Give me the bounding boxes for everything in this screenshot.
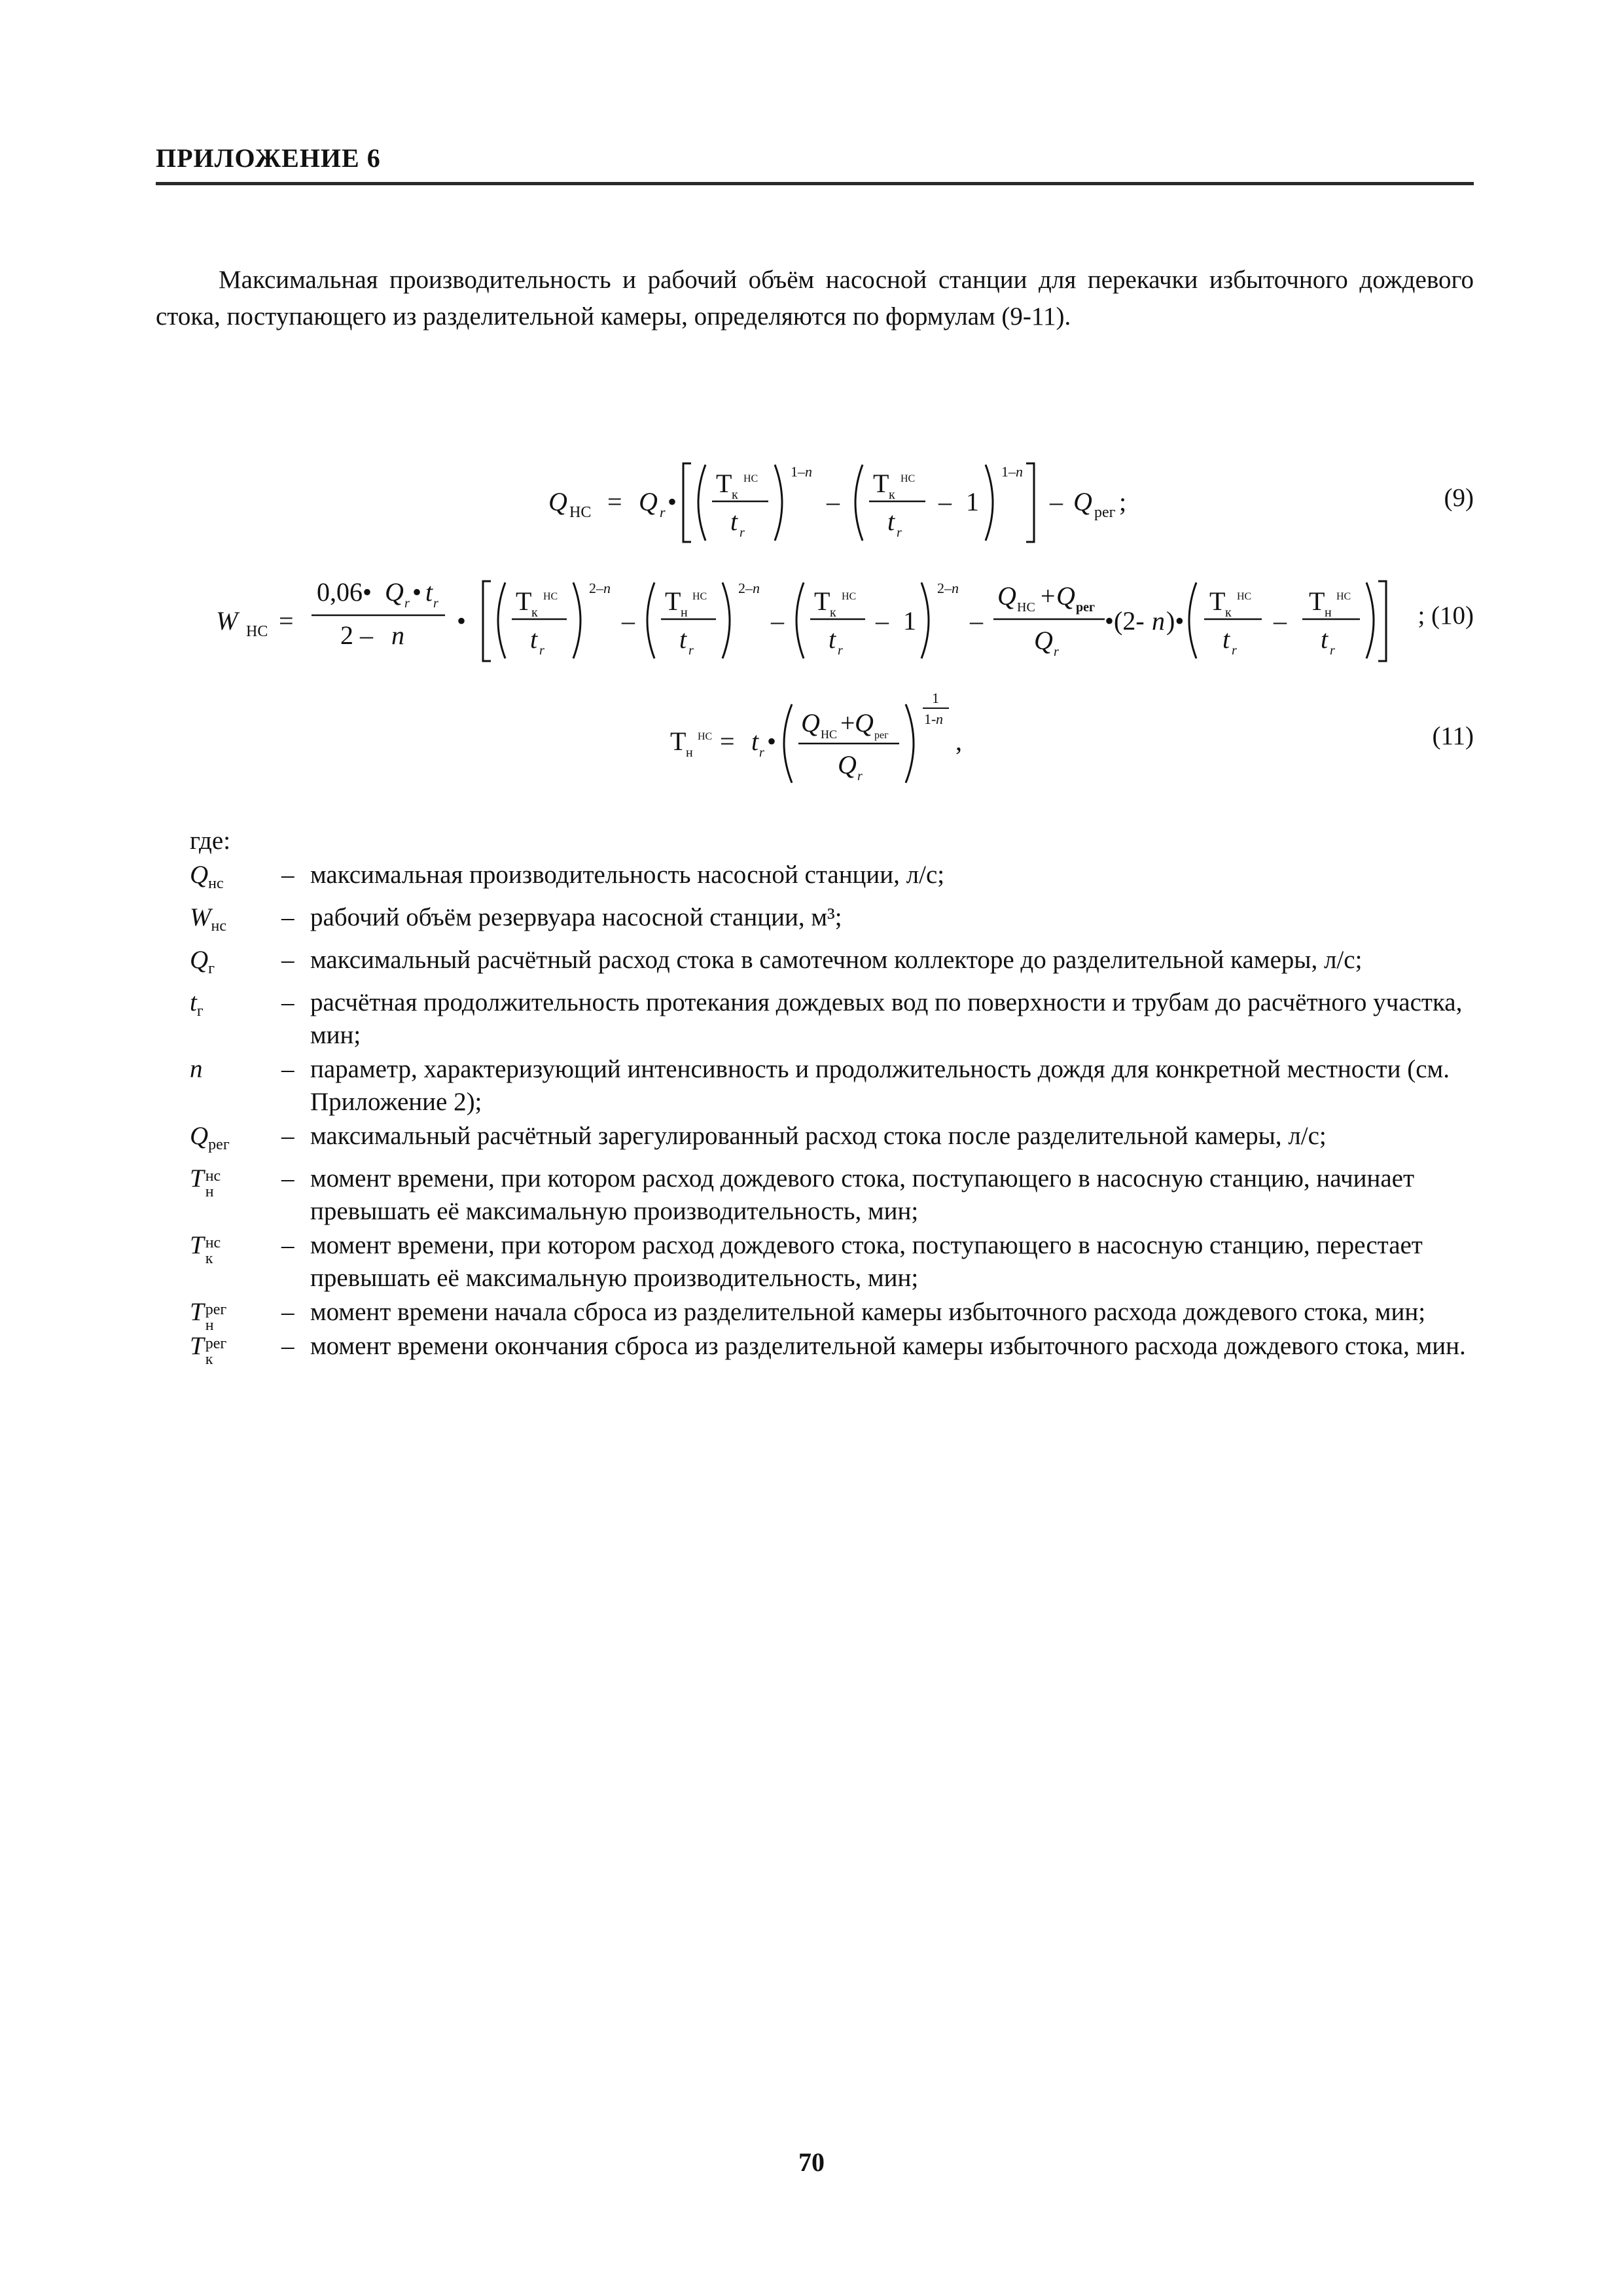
svg-text:n: n — [952, 580, 959, 596]
svg-text:t: t — [887, 507, 895, 536]
page-number: 70 — [798, 2147, 825, 2177]
svg-text:рег: рег — [1076, 600, 1096, 615]
legend-symbol: $t_г$ — [190, 988, 204, 1020]
svg-text:t: t — [530, 624, 538, 654]
legend-description: максимальная производительность насосной станции, л/с; — [310, 861, 945, 889]
svg-text:r: r — [897, 526, 902, 540]
svg-text:2–: 2– — [937, 580, 952, 596]
svg-text:Т: Т — [516, 586, 532, 616]
svg-text:Q: Q — [1073, 487, 1092, 516]
svg-text:t: t — [679, 624, 687, 654]
svg-text:n: n — [936, 711, 943, 727]
svg-text:r: r — [857, 769, 863, 783]
svg-text:r: r — [740, 526, 745, 540]
svg-text:–: – — [938, 487, 952, 516]
svg-text:Q: Q — [801, 708, 820, 738]
svg-text:рег: рег — [1094, 504, 1116, 521]
legend-symbol: $W_{нс}$ — [190, 903, 226, 935]
legend-symbol: T нс к — [190, 1231, 221, 1267]
svg-text:=: = — [279, 606, 294, 636]
svg-text:n: n — [1152, 606, 1165, 636]
legend-symbol: $Q_г$ — [190, 946, 215, 977]
svg-text:=: = — [607, 487, 622, 516]
legend-symbol: T рег к — [190, 1332, 227, 1368]
svg-text:•: • — [668, 487, 677, 516]
legend-item-q-nc: $Q_{нс}$ – максимальная производительность насосной станции, л/с; — [190, 859, 1479, 900]
intro-paragraph — [156, 262, 1474, 335]
svg-text:–: – — [771, 606, 784, 636]
svg-text:к: к — [732, 488, 738, 502]
svg-text:t: t — [1222, 624, 1230, 654]
svg-text:НС: НС — [821, 728, 838, 741]
svg-text:•(2-: •(2- — [1105, 606, 1145, 636]
legend-description: максимальный расчётный зарегулированный расход стока после разделительной камеры, л/с; — [310, 1122, 1327, 1150]
equation-number-9: (9) — [1444, 484, 1474, 512]
svg-text:t: t — [730, 507, 738, 536]
svg-text:2 –: 2 – — [340, 620, 373, 650]
legend-description: рабочий объём резервуара насосной станции, м³; — [310, 903, 842, 931]
legend-symbol: T нс н — [190, 1164, 221, 1200]
svg-text:н: н — [681, 605, 688, 620]
svg-text:1-: 1- — [924, 711, 936, 727]
legend-symbol: T рег н — [190, 1298, 227, 1334]
svg-text:Q: Q — [548, 487, 567, 516]
svg-text:НС: НС — [543, 591, 558, 602]
legend-item-q-reg: $Q_{рег}$ – максимальный расчётный зарегулированный расход стока после разделительной камеры, л/с; — [190, 1120, 1479, 1161]
svg-text:Т: Т — [873, 469, 889, 498]
svg-text:Q: Q — [855, 708, 874, 738]
formula-9 — [156, 445, 1474, 556]
svg-text:1–: 1– — [1001, 463, 1016, 480]
svg-text:r: r — [838, 643, 843, 658]
legend-description: момент времени, при котором расход дождевого стока, поступающего в насосную станцию, перестает превышать её максимальную производительность, мин; — [310, 1231, 1423, 1292]
svg-text:2–: 2– — [589, 580, 603, 596]
svg-text:t: t — [829, 624, 836, 654]
legend-description: максимальный расчётный расход стока в самотечном коллекторе до разделительной камеры, л/с; — [310, 946, 1363, 974]
svg-text:–: – — [1050, 487, 1063, 516]
svg-text:Т: Т — [716, 469, 732, 498]
formula-11 — [156, 674, 1474, 805]
svg-text:Т: Т — [814, 586, 830, 616]
svg-text:рег: рег — [874, 730, 889, 741]
svg-text:–: – — [970, 606, 983, 636]
svg-text:Q: Q — [838, 750, 857, 780]
svg-text:r: r — [433, 596, 438, 611]
legend-symbol: $Q_{рег}$ — [190, 1122, 230, 1153]
svg-text:•: • — [457, 606, 467, 636]
svg-text:Q: Q — [997, 581, 1016, 611]
legend-item-t-k-reg: T рег к – момент времени окончания сброса из разделительной камеры избыточного расхода дождевого стока, мин. — [190, 1330, 1479, 1363]
svg-text:n: n — [603, 580, 611, 596]
svg-text:r: r — [1232, 643, 1237, 658]
svg-text:•: • — [412, 577, 422, 607]
svg-text:)•: )• — [1166, 606, 1185, 636]
svg-text:t: t — [1321, 624, 1329, 654]
svg-text:н: н — [686, 745, 693, 760]
svg-text:н: н — [1325, 605, 1332, 620]
svg-text:W: W — [216, 606, 238, 636]
svg-text:НС: НС — [698, 731, 713, 742]
legend-item-q-g: $Q_г$ – максимальный расчётный расход стока в самотечном коллекторе до разделительной камеры, л/с; — [190, 944, 1479, 985]
legend-description: расчётная продолжительность протекания дождевых вод по поверхности и трубам до расчётного участка, мин; — [310, 988, 1463, 1049]
svg-text:–: – — [827, 487, 840, 516]
svg-text:Т: Т — [670, 726, 687, 756]
svg-text:1: 1 — [966, 487, 979, 516]
intro-text: Максимальная производительность и рабочий объём насосной станции для перекачки избыточного дождевого стока, поступающего из разделительной камеры, определяются по формулам (9-11). — [156, 266, 1474, 331]
appendix-title: ПРИЛОЖЕНИЕ 6 — [156, 143, 381, 173]
svg-text:НС: НС — [569, 504, 592, 521]
svg-text:НС: НС — [743, 473, 758, 484]
svg-text:к: к — [1225, 605, 1232, 620]
svg-text:1: 1 — [903, 606, 916, 636]
svg-text:2–: 2– — [738, 580, 753, 596]
svg-text:n: n — [391, 620, 404, 650]
svg-text:НС: НС — [246, 623, 268, 640]
equation-number-11: (11) — [1432, 722, 1474, 750]
svg-text:–: – — [622, 606, 635, 636]
svg-text:•: • — [767, 726, 777, 756]
where-label: где: — [190, 827, 231, 855]
legend-item-n: n – параметр, характеризующий интенсивность и продолжительность дождя для конкретной местности (см. Приложение 2); — [190, 1053, 1479, 1119]
svg-text:НС: НС — [1336, 591, 1351, 602]
svg-text:к: к — [531, 605, 538, 620]
legend-item-t-k-nc: T нс к – момент времени, при котором расход дождевого стока, поступающего в насосную станцию, перестает превышать её максимальную производительность, мин; — [190, 1229, 1479, 1295]
svg-text:r: r — [539, 643, 544, 658]
svg-text:к: к — [889, 488, 895, 502]
formula-11-graphic — [156, 674, 1474, 805]
formula-10-graphic — [156, 562, 1474, 679]
legend-item-t-g: $t_г$ – расчётная продолжительность протекания дождевых вод по поверхности и трубам до расчётного участка, мин; — [190, 986, 1479, 1052]
svg-text:0,06•: 0,06• — [317, 577, 372, 607]
svg-text:r: r — [688, 643, 694, 658]
variable-legend — [190, 859, 1479, 1368]
svg-text:НС: НС — [1017, 600, 1035, 615]
legend-symbol: $Q_{нс}$ — [190, 861, 224, 892]
svg-text:НС: НС — [692, 591, 707, 602]
svg-text:Q: Q — [639, 487, 658, 516]
legend-symbol: n — [190, 1055, 203, 1083]
formula-9-graphic — [156, 445, 1474, 556]
svg-text:1: 1 — [932, 690, 939, 706]
svg-text:r: r — [1054, 645, 1059, 659]
svg-text:Т: Т — [1209, 586, 1226, 616]
svg-text:r: r — [1330, 643, 1335, 658]
svg-text:к: к — [830, 605, 836, 620]
svg-text:t: t — [751, 726, 759, 756]
svg-text:–: – — [1274, 606, 1287, 636]
svg-text:Q: Q — [1034, 626, 1053, 655]
equation-number-10: ; (10) — [1418, 601, 1474, 630]
svg-text:,: , — [955, 726, 962, 756]
header-rule — [156, 182, 1474, 185]
legend-item-t-n-nc: T нс н – момент времени, при котором расход дождевого стока, поступающего в насосную станцию, начинает превышать её максимальную производительность, мин; — [190, 1162, 1479, 1228]
svg-text:=: = — [720, 726, 735, 756]
formula-10 — [156, 562, 1474, 679]
svg-text:;: ; — [1119, 487, 1127, 516]
svg-text:r: r — [759, 745, 764, 760]
svg-text:n: n — [1016, 463, 1023, 480]
legend-item-t-n-reg: T рег н – момент времени начала сброса из разделительной камеры избыточного расхода дождевого стока, мин; — [190, 1296, 1479, 1329]
svg-text:n: n — [753, 580, 760, 596]
svg-text:НС: НС — [1237, 591, 1252, 602]
svg-text:Т: Т — [1309, 586, 1325, 616]
legend-description: параметр, характеризующий интенсивность и продолжительность дождя для конкретной местности (см. Приложение 2); — [310, 1055, 1450, 1116]
svg-text:+: + — [1041, 581, 1056, 611]
svg-text:Т: Т — [665, 586, 681, 616]
legend-description: момент времени начала сброса из разделительной камеры избыточного расхода дождевого стока, мин; — [310, 1298, 1426, 1326]
svg-text:t: t — [425, 577, 433, 607]
svg-text:1–: 1– — [791, 463, 805, 480]
svg-text:Q: Q — [1056, 581, 1075, 611]
svg-text:r: r — [404, 596, 410, 611]
svg-text:+: + — [840, 708, 855, 738]
legend-description: момент времени, при котором расход дождевого стока, поступающего в насосную станцию, начинает превышать её максимальную производительность, мин; — [310, 1164, 1415, 1225]
svg-text:r: r — [660, 504, 666, 520]
legend-description: момент времени окончания сброса из разделительной камеры избыточного расхода дождевого стока, мин. — [310, 1332, 1466, 1360]
legend-item-w-nc: $W_{нс}$ – рабочий объём резервуара насосной станции, м³; — [190, 901, 1479, 942]
svg-text:НС: НС — [901, 473, 916, 484]
svg-text:Q: Q — [385, 577, 404, 607]
svg-text:n: n — [805, 463, 812, 480]
svg-text:НС: НС — [842, 591, 857, 602]
svg-text:–: – — [876, 606, 889, 636]
